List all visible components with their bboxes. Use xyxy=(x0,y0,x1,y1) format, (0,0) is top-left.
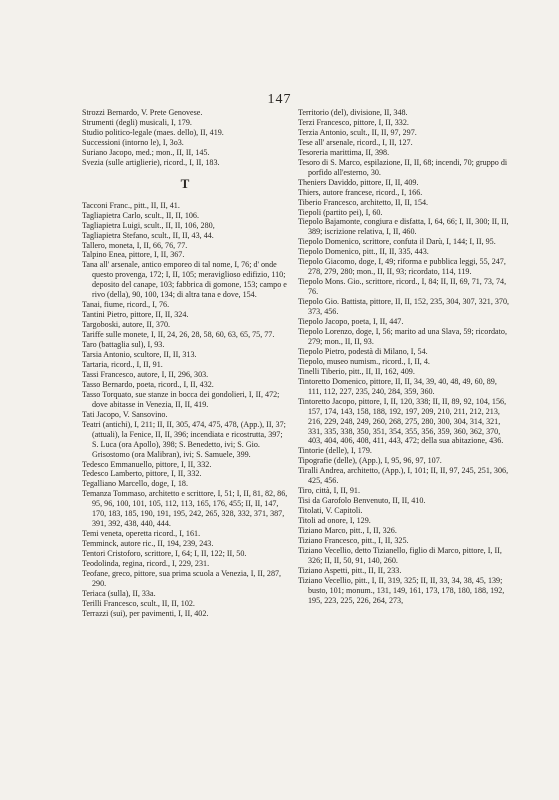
index-entry: Tese all' arsenale, ricord., I, II, 127. xyxy=(298,137,413,147)
index-entry: Tintoretto Domenico, pittore, II, II, 34, 39, 40, 48, 49, 60, 89, 111, 112, 227, 235, 240, 284, 359, 360. xyxy=(298,376,497,396)
index-entry: Tintorie (delle), I, 179. xyxy=(298,446,372,456)
index-entry: Tacconi Franc., pitt., II, II, 41. xyxy=(82,200,180,210)
index-entry: Tati Jacopo, V. Sansovino. xyxy=(82,409,168,419)
index-entry: Tiberio Francesco, architetto, II, II, 154. xyxy=(298,197,429,207)
index-entry: Teriaca (sulla), II, 33a. xyxy=(82,588,156,598)
index-entry: Strumenti (degli) musicali, I, 179. xyxy=(82,117,192,127)
index-entry: Tasso Bernardo, poeta, ricord., I, II, 432. xyxy=(82,379,214,389)
index-entry: Tiziano Francesco, pitt., I, II, 325. xyxy=(298,535,409,545)
index-entry: Tassi Francesco, autore, I, II, 296, 303. xyxy=(82,369,209,379)
index-entry: Tiro, città, I, II, 91. xyxy=(298,486,360,496)
index-entry: Titolati, V. Capitoli. xyxy=(298,506,363,516)
index-entry: Tiepolo Gio. Battista, pittore, II, II, 152, 235, 304, 307, 321, 370, 373, 456. xyxy=(298,297,510,317)
index-entry: Suriano Jacopo, med.; mon., II, II, 145. xyxy=(82,147,210,157)
index-entry: Tiziano Vecellio, detto Tizianello, figlio di Marco, pittore, I, II, 326; II, II, 50, 91, 140, 260. xyxy=(298,545,502,565)
index-entry: Tiepolo Giacomo, doge, I, 49; riforma e pubblica leggi, 55, 247, 278, 279, 280; mon., II, II, 93; ricordato, 114, 119. xyxy=(298,257,506,277)
index-entry: Tanai, fiume, ricord., I, 76. xyxy=(82,300,170,310)
index-entry: Tiepolo Mons. Gio., scrittore, ricord., I, 84; II, II, 69, 71, 73, 74, 76. xyxy=(298,277,507,297)
index-entry: Tiralli Andrea, architetto, (App.), I, 101; II, II, 97, 245, 251, 306, 425, 456. xyxy=(298,466,509,486)
index-entry: Tedesco Lamberto, pittore, I, II, 332. xyxy=(82,469,202,479)
index-entry: Talpino Enea, pittore, I, II, 367. xyxy=(82,250,185,260)
index-entry: Thiers, autore francese, ricord., I, 166. xyxy=(298,187,423,197)
index-entry: Tariffe sulle monete, I, II, 24, 26, 28, 58, 60, 63, 65, 75, 77. xyxy=(82,330,275,340)
section-letter: T xyxy=(180,175,190,191)
index-entry: Tiepolo Bajamonte, congiura e disfatta, I, 64, 66; I, II, 300; II, II, 389; iscrizione relativa, I, II, 460. xyxy=(298,217,509,237)
index-entry: Terrazzi (sui), per pavimenti, I, II, 402. xyxy=(82,608,209,618)
index-entry: Targoboski, autore, II, 370. xyxy=(82,320,171,330)
right-entries xyxy=(298,108,510,606)
index-entry: Tartaria, ricord., I, II, 91. xyxy=(82,359,163,369)
index-entry: Terilli Francesco, scult., II, II, 102. xyxy=(82,598,195,608)
index-entry: Temi veneta, operetta ricord., I, 161. xyxy=(82,529,201,539)
index-entry: Terzia Antonio, scult., II, II, 97, 297. xyxy=(298,127,417,137)
index-entry: Tiziano Vecellio, pitt., I, II, 319, 325; II, II, 33, 34, 38, 45, 139; busto, 101; monum., 131, 149, 161, 173, 178, 180, 188, 192, 195, 223, 225, 226, 264, 273, xyxy=(298,575,505,605)
index-entry: Tana all' arsenale, antico emporeo di tal nome, I, 76; d' onde questo provenga, 172; I, II, 105; meraviglioso edifizio, 110; deposito del canape, 103; fabbrica di gomone, 153; campo e rivo (della), 90, 100, 134; di altra tana e dove, 154. xyxy=(82,260,287,300)
index-entry: Tasso Torquato, sue stanze in bocca dei gondolieri, I, II, 472; dove abitasse in Venezia, II, II, 419. xyxy=(82,389,280,409)
index-entry: Tesoreria marittima, II, 398. xyxy=(298,147,390,157)
index-entry: Tisi da Garofolo Benvenuto, II, II, 410. xyxy=(298,496,426,506)
index-entry: Temminck, autore ric., II, 194, 239, 243. xyxy=(82,539,214,549)
index-entry: Svezia (sulle artiglierie), ricord., I, II, 183. xyxy=(82,157,220,167)
index-entry: Terzi Francesco, pittore, I, II, 332. xyxy=(298,117,409,127)
index-entry: Tedesco Emmanuello, pittore, I, II, 332. xyxy=(82,459,212,469)
index-entry: Tesoro di S. Marco, espilazione, II, II, 68; incendi, 70; gruppo di porfido all'esterno, 30. xyxy=(298,157,508,177)
page-number: 147 xyxy=(267,92,292,107)
index-entry: Studio politico-legale (maes. dello), II, 419. xyxy=(82,127,224,137)
index-entry: Tagliapietra Carlo, scult., II, II, 106. xyxy=(82,210,199,220)
right-column xyxy=(298,108,510,606)
index-entry: Tiepolo Pietro, podestà di Milano, I, 54. xyxy=(298,346,428,356)
index-entry: Teodolinda, regina, ricord., I, 229, 231. xyxy=(82,559,210,569)
index-entry: Tiziano Marco, pitt., I, II, 326. xyxy=(298,526,397,536)
left-main-entries xyxy=(82,201,288,619)
left-column xyxy=(82,108,288,619)
index-entry: Tagliapietra Luigi, scult., II, II, 106, 280, xyxy=(82,220,215,230)
index-entry: Strozzi Bernardo, V. Prete Genovese. xyxy=(82,108,203,117)
index-entry: Tiepolo Domenico, pitt., II, II, 335, 443. xyxy=(298,247,429,257)
index-entry: Taro (battaglia sul), I, 93. xyxy=(82,340,165,350)
index-entry: Tarsia Antonio, scultore, II, II, 313. xyxy=(82,350,197,360)
index-entry: Tantini Pietro, pittore, II, II, 324. xyxy=(82,310,189,320)
index-entry: Tiziano Aspetti, pitt., II, II, 233. xyxy=(298,565,402,575)
index-entry: Tiepolo Jacopo, poeta, I, II, 447. xyxy=(298,317,404,327)
index-entry: Teofane, greco, pittore, sua prima scuola a Venezia, I, II, 287, 290. xyxy=(82,568,282,588)
index-entry: Titoli ad onore, I, 129. xyxy=(298,516,371,526)
left-top-entries xyxy=(82,108,288,168)
index-entry: Tintoretto Jacopo, pittore, I, II, 120, 338; II, II, 89, 92, 104, 156, 157, 174, 143, 158, 188, 192, 197, 209, 210, 211, 212, 213, 216, 229, 248, 249, 260, 268, 275, 280, 300, 304, 314, 321, 331, 335, 338, 350, 351, 354, 355, 356, 359, 360, 362, 370, 403, 404, 406, 408, 411, 443, 472; della sua abitazione, 436. xyxy=(298,396,507,446)
index-entry: Theniers Daviddo, pittore, II, II, 409. xyxy=(298,177,419,187)
index-entry: Tentori Cristoforo, scrittore, I, 64; I, II, 122; II, 50. xyxy=(82,549,247,559)
index-entry: Teatri (antichi), I, 211; II, II, 305, 474, 475, 478, (App.), II, 37; (attuali), la Fenice, II, II, 396; incendiata e ricostrutta, 397; S. Luca (ora Apollo), 398; S. Benedetto, ivi; S. Gio. Grisostomo (ora Malibran), ivi; S. Samuele, 399. xyxy=(82,419,286,459)
index-entry: Tinelli Tiberio, pitt., II, II, 162, 409. xyxy=(298,366,415,376)
index-entry: Successioni (intorno le), I, 3o3. xyxy=(82,137,184,147)
index-entry: Tagliapietra Stefano, scult., II, II, 43, 44. xyxy=(82,230,214,240)
index-entry: Tallero, moneta, I, II, 66, 76, 77. xyxy=(82,240,188,250)
index-entry: Tiepoli (partito pei), I, 60. xyxy=(298,207,383,217)
index-entry: Tipografie (delle), (App.), I, 95, 96, 97, 107. xyxy=(298,456,442,466)
index-entry: Tiepolo, museo numism., ricord., I, II, 4. xyxy=(298,356,430,366)
index-entry: Temanza Tommaso, architetto e scrittore, I, 51; I, II, 81, 82, 86, 95, 96, 100, 101, 105, 112, 113, 165, 176, 455; II, II, 147, 170, 183, 185, 190, 191, 195, 242, 265, 328, 332, 371, 387, 391, 392, 438, 440, 444. xyxy=(82,489,288,529)
index-entry: Tiepolo Domenico, scrittore, confuta il Darù, I, 144; I, II, 95. xyxy=(298,237,496,247)
index-entry: Territorio (del), divisione, II, 348. xyxy=(298,108,408,117)
index-entry: Tegalliano Marcello, doge, I, 18. xyxy=(82,479,188,489)
index-entry: Tiepolo Lorenzo, doge, I, 56; marito ad una Slava, 59; ricordato, 279; mon., II, II, 93. xyxy=(298,326,507,346)
